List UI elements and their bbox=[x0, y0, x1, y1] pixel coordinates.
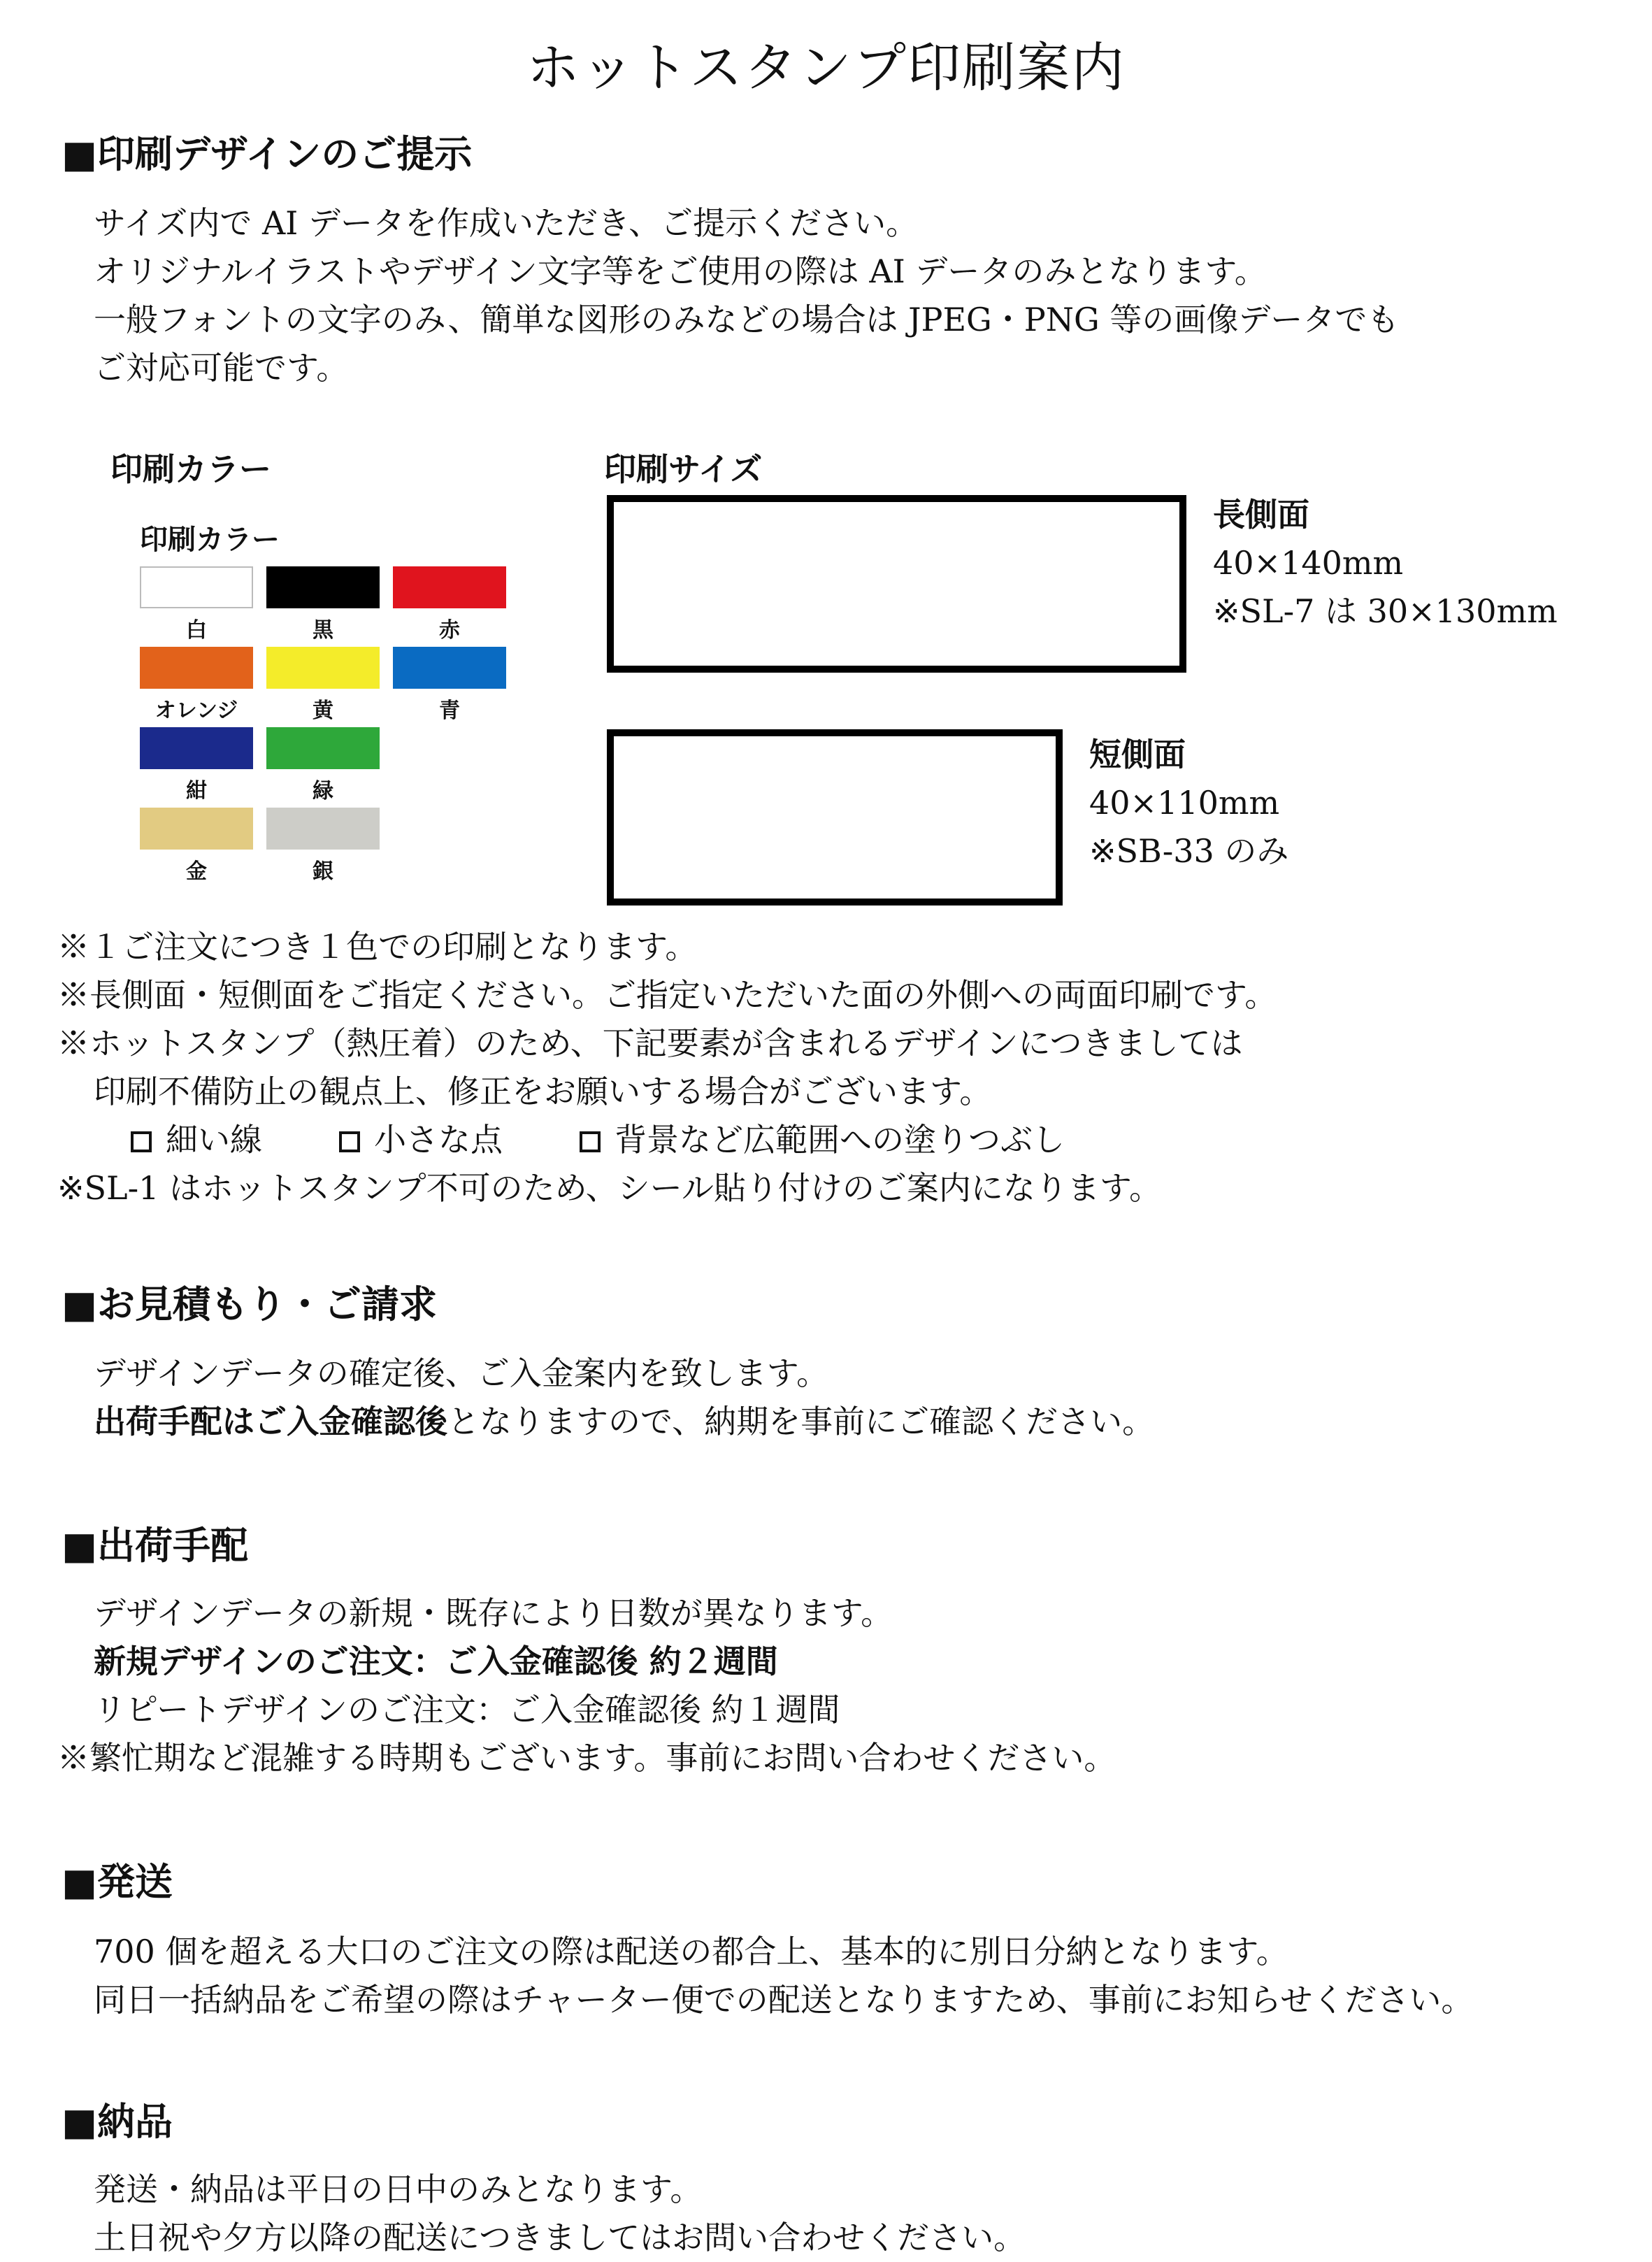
note-line: ※SL-1 はホットスタンプ不可のため、シール貼り付けのご案内になります。 bbox=[57, 1169, 1162, 1207]
color-swatch-gold bbox=[140, 808, 253, 850]
short-side-note: ※SB-33 のみ bbox=[1089, 832, 1289, 870]
checkbox-icon bbox=[339, 1131, 360, 1152]
color-label-blue: 青 bbox=[439, 699, 460, 723]
color-swatch-red bbox=[393, 566, 506, 608]
shipping-line-repeat: リピートデザインのご注文：ご入金確認後 約１週間 bbox=[94, 1691, 840, 1728]
note-option bbox=[580, 1116, 1065, 1164]
delivery-line: 土日祝や夕方以降の配送につきましてはお問い合わせください。 bbox=[94, 2219, 1026, 2256]
note-option-label: 小さな点 bbox=[374, 1121, 503, 1159]
delivery-line: 発送・納品は平日の日中のみとなります。 bbox=[94, 2170, 703, 2208]
long-side-size: 40×140mm bbox=[1213, 544, 1404, 582]
estimate-emphasis: 出荷手配はご入金確認後 bbox=[94, 1403, 447, 1440]
dispatch-line: 700 個を超える大口のご注文の際は配送の都合上、基本的に別日分納となります。 bbox=[94, 1933, 1288, 1970]
color-chart-title: 印刷カラー bbox=[140, 524, 280, 556]
estimate-paragraph bbox=[94, 1350, 1154, 1446]
color-label-red: 赤 bbox=[439, 618, 460, 643]
delivery-paragraph bbox=[94, 2166, 1026, 2262]
long-side-note: ※SL-7 は 30×130mm bbox=[1213, 592, 1558, 630]
color-label-black: 黒 bbox=[313, 618, 333, 643]
short-side-size: 40×110mm bbox=[1089, 784, 1280, 822]
section-heading-dispatch: ■発送 bbox=[62, 1860, 173, 1904]
color-label-white: 白 bbox=[186, 618, 207, 643]
note-line: ※ホットスタンプ（熱圧着）のため、下記要素が含まれるデザインにつきましては bbox=[57, 1024, 1243, 1062]
page-title: ホットスタンプ印刷案内 bbox=[526, 36, 1126, 99]
shipping-note: ※繁忙期など混雑する時期もございます。事前にお問い合わせください。 bbox=[57, 1739, 1116, 1777]
color-swatch-black bbox=[266, 566, 380, 608]
color-swatch-silver bbox=[266, 808, 380, 850]
note-line: ※１ご注文につき１色での印刷となります。 bbox=[57, 928, 698, 966]
note-option-label: 細い線 bbox=[166, 1121, 262, 1159]
note-line: ※長側面・短側面をご指定ください。ご指定いただいた面の外側への両面印刷です。 bbox=[57, 976, 1277, 1014]
color-label-gold: 金 bbox=[186, 859, 207, 884]
section-heading-shipping-arrangement: ■出荷手配 bbox=[62, 1524, 249, 1568]
color-swatch-navy bbox=[140, 727, 253, 769]
color-swatch-blue bbox=[393, 647, 506, 689]
estimate-rest: となりますので、納期を事前にご確認ください。 bbox=[447, 1403, 1155, 1440]
short-side-name: 短側面 bbox=[1089, 736, 1186, 773]
checkbox-icon bbox=[131, 1131, 152, 1152]
section-heading-delivery: ■納品 bbox=[62, 2100, 173, 2144]
print-size-label: 印刷サイズ bbox=[604, 450, 763, 488]
design-line: ご対応可能です。 bbox=[94, 349, 349, 387]
long-side-info bbox=[1213, 491, 1558, 636]
design-paragraph bbox=[94, 199, 1399, 392]
shipping-arrangement-paragraph bbox=[94, 1589, 893, 1734]
color-swatch-orange bbox=[140, 647, 253, 689]
color-swatch-green bbox=[266, 727, 380, 769]
color-label-silver: 銀 bbox=[313, 859, 333, 884]
estimate-line bbox=[94, 1398, 1154, 1446]
design-line: サイズ内で AI データを作成いただき、ご提示ください。 bbox=[94, 204, 919, 242]
dispatch-paragraph bbox=[94, 1928, 1473, 2024]
short-side-print-area bbox=[607, 729, 1063, 905]
shipping-line: デザインデータの新規・既存により日数が異なります。 bbox=[94, 1594, 893, 1632]
note-option bbox=[339, 1116, 503, 1164]
checkbox-icon bbox=[580, 1131, 601, 1152]
section-heading-design: ■印刷デザインのご提示 bbox=[62, 132, 473, 176]
design-line: オリジナルイラストやデザイン文字等をご使用の際は AI データのみとなります。 bbox=[94, 252, 1267, 290]
shipping-line-new: 新規デザインのご注文：ご入金確認後 約２週間 bbox=[94, 1642, 778, 1680]
color-label-navy: 紺 bbox=[186, 779, 207, 803]
design-line: 一般フォントの文字のみ、簡単な図形のみなどの場合は JPEG・PNG 等の画像データでも bbox=[94, 301, 1400, 338]
long-side-name: 長側面 bbox=[1213, 496, 1309, 534]
note-line: 印刷不備防止の観点上、修正をお願いする場合がございます。 bbox=[94, 1073, 992, 1110]
print-color-label: 印刷カラー bbox=[110, 450, 271, 488]
long-side-print-area bbox=[607, 495, 1186, 673]
color-swatch-yellow bbox=[266, 647, 380, 689]
color-swatch-white bbox=[140, 566, 253, 608]
note-option bbox=[131, 1116, 262, 1164]
note-option-label: 背景など広範囲への塗りつぶし bbox=[615, 1121, 1065, 1159]
print-notes bbox=[57, 923, 1277, 1212]
note-options bbox=[57, 1116, 1277, 1164]
color-label-yellow: 黄 bbox=[313, 699, 333, 723]
color-label-green: 緑 bbox=[313, 779, 333, 803]
section-heading-estimate: ■お見積もり・ご請求 bbox=[62, 1282, 438, 1326]
short-side-info bbox=[1089, 731, 1288, 875]
dispatch-line: 同日一括納品をご希望の際はチャーター便での配送となりますため、事前にお知らせください。 bbox=[94, 1981, 1474, 2019]
color-label-orange: オレンジ bbox=[155, 699, 238, 723]
estimate-line: デザインデータの確定後、ご入金案内を致します。 bbox=[94, 1354, 829, 1392]
